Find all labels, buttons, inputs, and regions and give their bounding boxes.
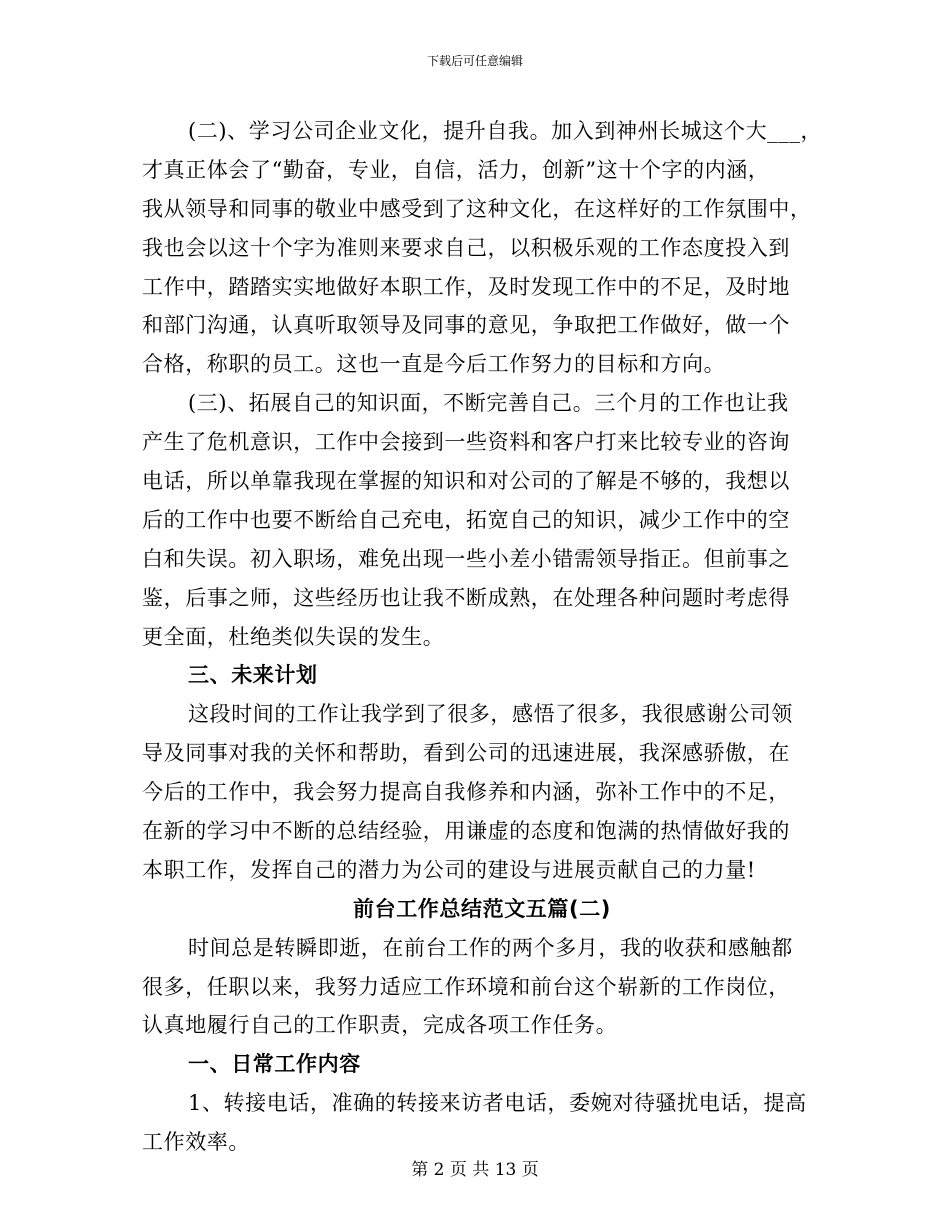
- paragraph-line: 导及同事对我的关怀和帮助，看到公司的迅速进展，我深感骄傲，在: [142, 741, 790, 766]
- paragraph-line: 工作中，踏踏实实地做好本职工作，及时发现工作中的不足，及时地: [142, 274, 790, 299]
- paragraph-line: 工作效率。: [142, 1130, 250, 1155]
- document-body: [142, 112, 822, 1162]
- paragraph-line: 认真地履行自己的工作职责，完成各项工作任务。: [142, 1013, 618, 1038]
- paragraph-line: 时间总是转瞬即逝，在前台工作的两个多月，我的收获和感触都: [188, 935, 793, 960]
- paragraph-line: 和部门沟通，认真听取领导及同事的意见，争取把工作做好，做一个: [142, 313, 790, 338]
- paragraph-line: 白和失误。初入职场，难免出现一些小差小错需领导指正。但前事之: [142, 546, 790, 571]
- page-header-note: 下载后可任意编辑: [426, 54, 523, 68]
- section-heading: 一、日常工作内容: [188, 1052, 361, 1077]
- paragraph-line: 产生了危机意识，工作中会接到一些资料和客户打来比较专业的咨询: [142, 430, 790, 455]
- paragraph-line: 电话，所以单靠我现在掌握的知识和对公司的了解是不够的，我想以: [142, 469, 790, 494]
- paragraph-line: 合格，称职的员工。这也一直是今后工作努力的目标和方向。: [142, 352, 726, 377]
- section-heading: 三、未来计划: [188, 663, 318, 688]
- paragraph-line: (三)、拓展自己的知识面，不断完善自己。三个月的工作也让我: [188, 391, 789, 416]
- paragraph-line: 1、转接电话，准确的转接来访者电话，委婉对待骚扰电话，提高: [188, 1091, 807, 1116]
- document-title: 前台工作总结范文五篇(二): [353, 896, 611, 921]
- paragraph-line: 今后的工作中，我会努力提高自我修养和内涵，弥补工作中的不足，: [142, 780, 790, 805]
- paragraph-line: 更全面，杜绝类似失误的发生。: [142, 624, 445, 649]
- paragraph-line: 鉴，后事之师，这些经历也让我不断成熟，在处理各种问题时考虑得: [142, 585, 790, 610]
- page-number: 第 2 页 共 13 页: [411, 1160, 539, 1180]
- paragraph-line: 我也会以这十个字为准则来要求自己，以积极乐观的工作态度投入到: [142, 235, 790, 260]
- paragraph-line: 这段时间的工作让我学到了很多，感悟了很多，我很感谢公司领: [188, 702, 793, 727]
- paragraph-line: 在新的学习中不断的总结经验，用谦虚的态度和饱满的热情做好我的: [142, 819, 790, 844]
- paragraph-line: 后的工作中也要不断给自己充电，拓宽自己的知识，减少工作中的空: [142, 507, 790, 532]
- paragraph-line: 我从领导和同事的敬业中感受到了这种文化，在这样好的工作氛围中，: [142, 196, 812, 221]
- paragraph-line: (二)、学习公司企业文化，提升自我。加入到神州长城这个大___，: [188, 119, 823, 143]
- paragraph-line: 才真正体会了“勤奋，专业，自信，活力，创新”这十个字的内涵，: [142, 157, 770, 182]
- paragraph-line: 本职工作，发挥自己的潜力为公司的建设与进展贡献自己的力量!: [142, 857, 756, 882]
- paragraph-line: 很多，任职以来，我努力适应工作环境和前台这个崭新的工作岗位，: [142, 974, 790, 999]
